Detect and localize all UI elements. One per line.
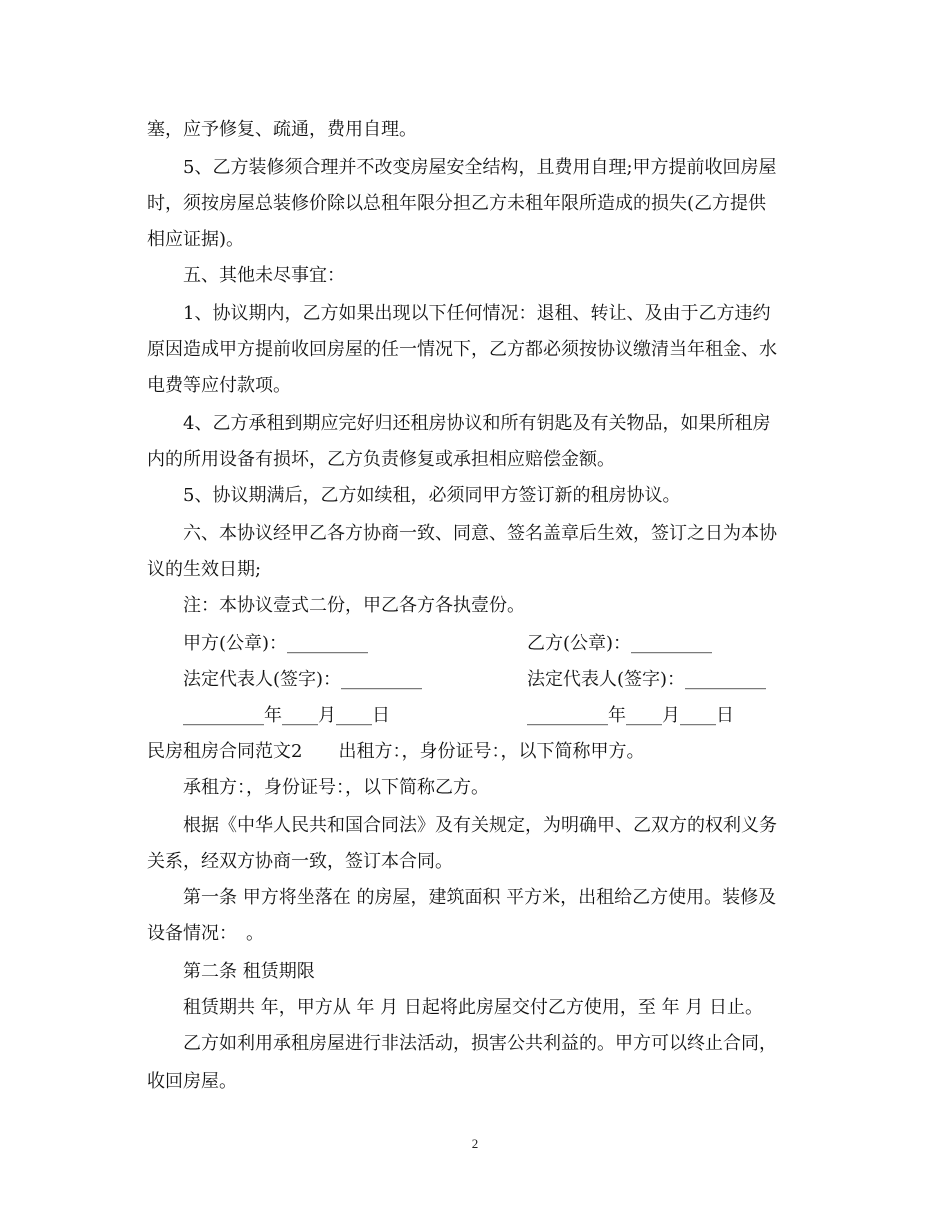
text-line: 时，须按房屋总装修价除以总租年限分担乙方未租年限所造成的损失(乙方提供 [147,193,767,214]
text-line: 1、协议期内，乙方如果出现以下任何情况：退租、转让、及由于乙方违约 [183,303,771,324]
contract-title-line: 民房租房合同范文2 出租方：，身份证号：，以下简称甲方。 [147,741,645,762]
article-heading: 第二条 租赁期限 [183,961,315,982]
text-line: 收回房屋。 [147,1071,237,1092]
page-number: 2 [471,1136,479,1151]
text-line: 租赁期共 年，甲方从 年 月 日起将此房屋交付乙方使用，至 年 月 日止。 [183,997,764,1018]
party-b-date: _________年____月____日 [527,705,734,726]
text-line: 塞，应予修复、疏通，费用自理。 [147,119,417,140]
party-b-representative: 法定代表人(签字)：_________ [527,669,767,690]
text-line: 乙方如利用承租房屋进行非法活动，损害公共利益的。甲方可以终止合同， [183,1033,777,1054]
text-line: 关系，经双方协商一致，签订本合同。 [147,851,453,872]
text-line: 相应证据)。 [147,229,245,250]
section-heading: 五、其他未尽事宜： [183,265,345,286]
text-line: 4、乙方承租到期应完好归还租房协议和所有钥匙及有关物品，如果所租房 [183,413,771,434]
text-line: 设备情况： 。 [147,923,264,944]
text-line: 5、协议期满后，乙方如续租，必须同甲方签订新的租房协议。 [183,485,681,506]
text-line: 议的生效日期; [147,559,262,580]
text-line: 5、乙方装修须合理并不改变房屋安全结构，且费用自理;甲方提前收回房屋 [183,157,777,178]
party-b-seal: 乙方(公章)：_________ [527,633,713,654]
party-a-date: _________年____月____日 [183,705,390,726]
party-a-representative: 法定代表人(签字)：_________ [183,669,423,690]
text-line: 根据《中华人民共和国合同法》及有关规定，为明确甲、乙双方的权利义务 [183,815,777,836]
text-line: 第一条 甲方将坐落在 的房屋，建筑面积 平方米，出租给乙方使用。装修及 [183,887,777,908]
party-a-seal: 甲方(公章)：_________ [183,633,369,654]
text-line: 承租方：，身份证号：，以下简称乙方。 [183,777,489,798]
text-line: 原因造成甲方提前收回房屋的任一情况下，乙方都必须按协议缴清当年租金、水 [147,339,777,360]
text-line: 六、本协议经甲乙各方协商一致、同意、签名盖章后生效，签订之日为本协 [183,523,777,544]
text-line: 电费等应付款项。 [147,375,291,396]
text-line: 内的所用设备有损坏，乙方负责修复或承担相应赔偿金额。 [147,449,615,470]
note-line: 注：本协议壹式二份，甲乙各方各执壹份。 [183,595,525,616]
